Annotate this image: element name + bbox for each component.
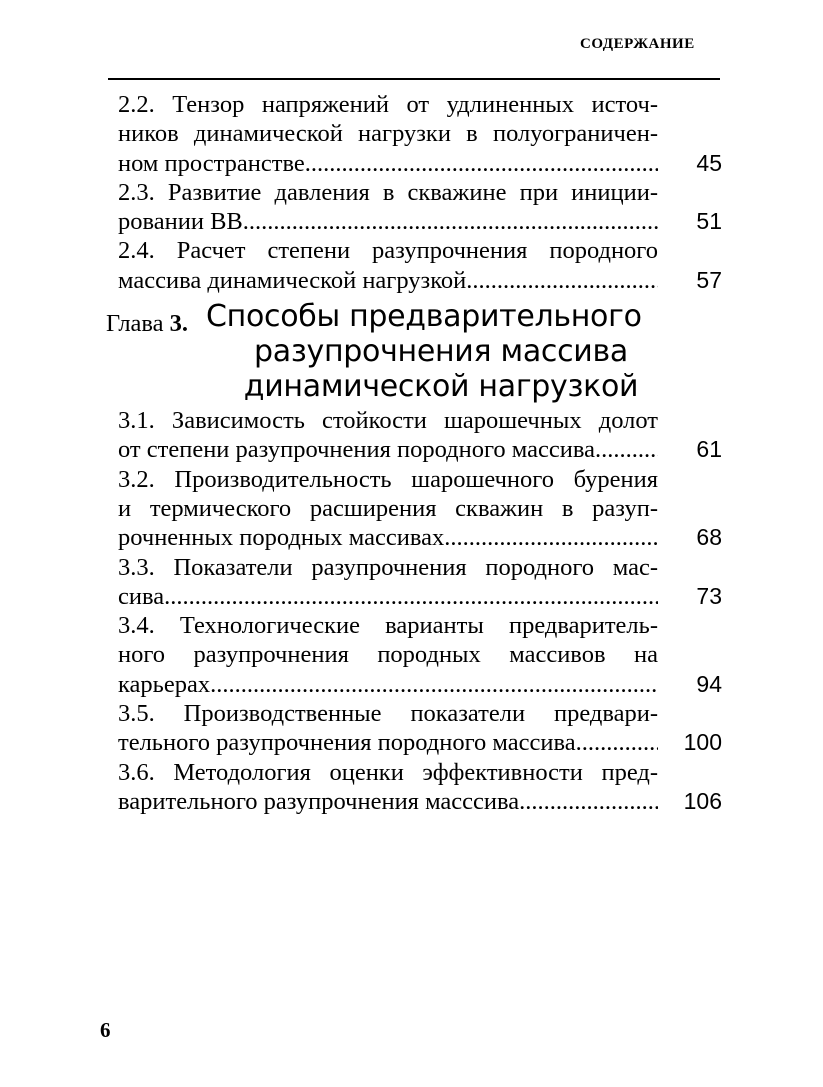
- toc-entry-text: 3.5. Производственные показатели предвари-: [118, 700, 658, 728]
- chapter-title: [206, 299, 676, 404]
- dot-leader: [210, 670, 658, 699]
- toc-entry-leader-line: [118, 207, 722, 236]
- dot-leader: [305, 149, 658, 178]
- running-head: СОДЕРЖАНИЕ: [580, 36, 695, 52]
- toc-entry-text: 3.3. Показатели разупрочнения породного мас-: [118, 553, 658, 581]
- toc-entry[interactable]: [118, 90, 722, 178]
- chapter-heading[interactable]: [106, 299, 722, 404]
- toc-entry-text: ного разупрочнения породных массивов на: [118, 641, 658, 669]
- toc-entry[interactable]: [118, 699, 722, 758]
- toc-entry[interactable]: [118, 236, 722, 295]
- toc-entry-text: сива: [118, 582, 165, 610]
- toc-entry[interactable]: [118, 553, 722, 612]
- toc-entry-leader-line: [118, 435, 722, 464]
- chapter-label-number: 3.: [169, 310, 189, 338]
- toc-entry-text: ном пространстве: [118, 149, 305, 177]
- toc-entry-text: 3.1. Зависимость стойкости шарошечных долот: [118, 407, 658, 435]
- toc-entry[interactable]: [118, 611, 722, 699]
- toc-entries-chapter-2: [118, 90, 722, 295]
- toc-entry-line: [118, 178, 722, 207]
- toc-entry-line: [118, 699, 722, 728]
- toc-entry-text: рочненных породных массивах: [118, 524, 445, 552]
- toc-entry-line: [118, 494, 722, 523]
- toc-entry[interactable]: [118, 406, 722, 465]
- toc-entry-line: [118, 611, 722, 640]
- toc-entry-text: 3.6. Методология оценки эффективности пред-: [118, 758, 658, 786]
- dot-leader: [444, 523, 658, 552]
- chapter-label-word: Глава: [106, 310, 164, 338]
- toc-entry-leader-line: [118, 670, 722, 699]
- toc-entry-text: 2.2. Тензор напряжений от удлиненных источ-: [118, 91, 658, 118]
- toc-entry-leader-line: [118, 149, 722, 178]
- toc-entry[interactable]: [118, 758, 722, 817]
- toc-entry-line: [118, 553, 722, 582]
- toc-entry-line: [118, 236, 722, 265]
- toc-page-number[interactable]: 100: [683, 729, 722, 756]
- toc-page-number[interactable]: 68: [696, 524, 722, 551]
- toc-entry-text: ровании ВВ: [118, 208, 243, 236]
- dot-leader: [243, 207, 658, 236]
- toc-entry-line: [118, 758, 722, 787]
- toc-entry-leader-line: [118, 787, 722, 816]
- toc-entry-text: массива динамической нагрузкой: [118, 266, 467, 294]
- toc-page-number[interactable]: 61: [696, 436, 722, 463]
- toc-entry-line: [118, 465, 722, 494]
- toc-entry-text: 3.2. Производительность шарошечного бурения: [118, 465, 658, 493]
- toc-page-number[interactable]: 57: [696, 266, 722, 293]
- toc-entry-text: 2.4. Расчет степени разупрочнения породного: [118, 237, 658, 265]
- toc-entry-leader-line: [118, 266, 722, 295]
- table-of-contents: [106, 90, 722, 816]
- chapter-title-line: динамической нагрузкой: [243, 369, 639, 405]
- toc-entries-chapter-3: [118, 406, 722, 816]
- toc-page-number[interactable]: 94: [696, 670, 722, 697]
- toc-entry-leader-line: [118, 728, 722, 757]
- toc-entry-text: от степени разупрочнения породного массива...: [118, 436, 614, 464]
- chapter-label: [106, 309, 188, 338]
- toc-entry-text: карьерах: [118, 670, 211, 698]
- toc-entry-line: [118, 90, 722, 119]
- toc-entry-line: [118, 640, 722, 669]
- toc-entry-line: [118, 119, 722, 148]
- dot-leader: [519, 787, 658, 816]
- chapter-title-line: Способы предварительного: [206, 299, 642, 335]
- toc-entry-text: тельного разупрочнения породного массива......: [118, 729, 613, 757]
- page-number: 6: [100, 1018, 111, 1042]
- toc-entry-text: 2.3. Развитие давления в скважине при иниции-: [118, 178, 658, 206]
- header-rule: [108, 78, 720, 80]
- toc-entry-text: и термического расширения скважин в разуп-: [118, 494, 658, 522]
- toc-page-number[interactable]: 73: [696, 582, 722, 609]
- dot-leader: [466, 266, 658, 295]
- dot-leader: [164, 582, 658, 611]
- toc-page-number[interactable]: 45: [696, 149, 722, 176]
- dot-leader: [613, 435, 658, 464]
- toc-entry[interactable]: [118, 465, 722, 553]
- toc-entry-text: варительного разупрочнения масссива: [118, 787, 520, 815]
- chapter-title-line: разупрочнения массива: [254, 334, 628, 370]
- toc-entry[interactable]: [118, 178, 722, 237]
- toc-page-number[interactable]: 106: [683, 787, 722, 814]
- toc-entry-leader-line: [118, 582, 722, 611]
- toc-page-number[interactable]: 51: [696, 208, 722, 235]
- toc-entry-line: [118, 406, 722, 435]
- toc-entry-text: ников динамической нагрузки в полуограничен-: [118, 120, 658, 148]
- toc-entry-text: 3.4. Технологические варианты предваритель-: [118, 612, 658, 640]
- toc-entry-leader-line: [118, 523, 722, 552]
- dot-leader: [612, 728, 658, 757]
